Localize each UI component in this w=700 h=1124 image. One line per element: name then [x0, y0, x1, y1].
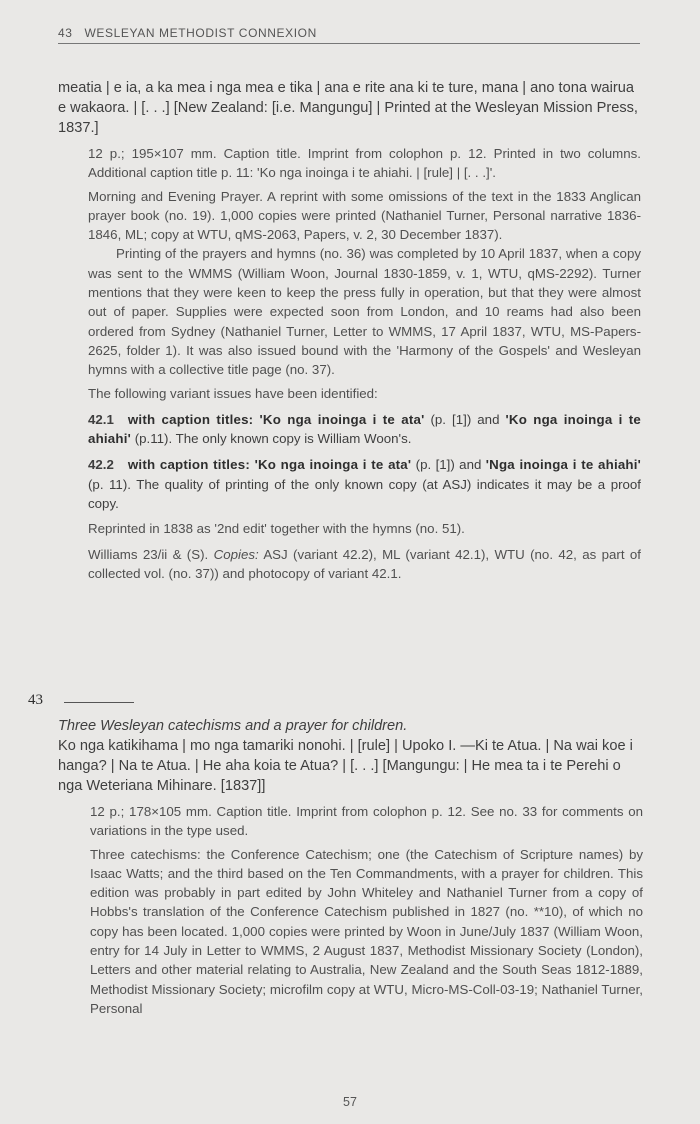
variants-intro: The following variant issues have been identified: [88, 385, 378, 401]
entry-42-title-continuation: meatia | e ia, a ka mea i nga mea e tika | ana e rite ana ki te ture, mana | ano tona wairua e wakaora. | [. . .] [New Zealand: [i.e. Mangungu] | Printed at the Wesleyan Mission Press, 1837.] [58, 80, 638, 136]
variant-42-1-heading: with caption titles: 'Ko nga inoinga i te ata' [127, 411, 425, 427]
copies-list: ASJ (variant 42.2), ML (variant 42.1), WTU (no. 42, as part of collected vol. (no. 37)) and photocopy of variant 42.1. [88, 546, 641, 581]
variant-42-2-number: 42.2 [88, 457, 114, 473]
variant-42-1-heading-2: 'Ko nga inoinga i te ahiahi' [88, 411, 642, 447]
running-head-title: WESLEYAN METHODIST CONNEXION [84, 26, 317, 40]
variant-42-2-page: (p. [1]) and [415, 457, 482, 473]
references [88, 545, 641, 584]
entry-43-rule [64, 702, 134, 703]
entry-42-note-2: Printing of the prayers and hymns (no. 36) was completed by 10 April 1837, when a copy was sent to the WMMS (William Woon, Journal 1830-1859, v. 1, WTU, qMS-2292). Turner mentions that they were keen to keep the press fully in operation, but that they were almost out of paper. Supplies were expected soon from London, and 10 reams had also been ordered from Sydney (Nathaniel Turner, Letter to WMMS, 17 April 1837, WTU, MS-Papers-2625, folder 1). It was also issued bound with the 'Harmony of the Gospels' and Wesleyan hymns with a collective title page (no. 37). [88, 246, 641, 378]
variant-42-2 [88, 455, 641, 513]
variant-42-2-heading-2: 'Nga inoinga i te ahiahi' [485, 457, 642, 473]
variant-42-1-text: (p.11). The only known copy is William Woon's. [134, 431, 412, 447]
entry-42-collation: 12 p.; 195×107 mm. Caption title. Imprint from colophon p. 12. Printed in two columns. Additional caption title p. 11: 'Ko nga inoinga i te ahiahi. | [rule] | [. . .]'. [88, 146, 641, 181]
entry-43 [0, 716, 700, 1018]
variant-42-1-page: (p. [1]) and [430, 411, 500, 427]
entry-42 [0, 78, 700, 583]
entry-42-note-1: Morning and Evening Prayer. A reprint with some omissions of the text in the 1833 Anglican prayer book (no. 19). 1,000 copies were printed (Nathaniel Turner, Personal narrative 1836-1846, ML; copy at WTU, qMS-2063, Papers, v. 2, 30 December 1837). [88, 188, 641, 243]
running-head-page-number: 43 [58, 26, 73, 40]
copies-label: Copies: [213, 546, 259, 562]
reprint-note: Reprinted in 1838 as '2nd edit' together with the hymns (no. 51). [88, 521, 465, 537]
variant-42-2-heading: with caption titles: 'Ko nga inoinga i te ata' [127, 457, 412, 473]
references-williams: Williams 23/ii & (S). [88, 546, 209, 562]
running-head [58, 26, 640, 44]
entry-43-title: Three Wesleyan catechisms and a prayer for children. [58, 718, 408, 734]
entry-43-note: Three catechisms: the Conference Catechism; one (the Catechism of Scripture names) by Isaac Watts; and the third based on the Ten Commandments, with a prayer for children. This edition was probably in part edited by John Whiteley and Nathaniel Turner from a copy of Hobbs's translation of the Conference Catechism published in 1827 (no. **10), of which no copy has been located. 1,000 copies were printed by Woon in June/July 1837 (William Woon, entry for 14 July in Letter to WMMS, 2 August 1837, Methodist Missionary Society (London), Letters and other material relating to Australia, New Zealand and the South Seas 1812-1889, Methodist Missionary Society; microfilm copy at WTU, Micro-MS-Coll-03-19; Nathaniel Turner, Personal [90, 846, 643, 1016]
entry-43-transcription: Ko nga katikihama | mo nga tamariki nonohi. | [rule] | Upoko I. —Ki te Atua. | Na wai koe i hanga? | Na te Atua. | He aha koia te Atua? | [. . .] [Mangungu: | He mea ta i te Perehi o nga Weteriana Mihinare. [1837]] [58, 738, 633, 794]
entry-43-collation: 12 p.; 178×105 mm. Caption title. Imprint from colophon p. 12. See no. 33 for comments on variations in the type used. [90, 804, 643, 839]
variant-42-2-text: (p. 11). The quality of printing of the only known copy (at ASJ) indicates it may be a proof copy. [88, 476, 641, 512]
variant-42-1-number: 42.1 [88, 411, 114, 427]
variant-42-1 [88, 410, 641, 449]
folio-page-number: 57 [343, 1095, 357, 1109]
entry-43-number: 43 [28, 692, 43, 708]
